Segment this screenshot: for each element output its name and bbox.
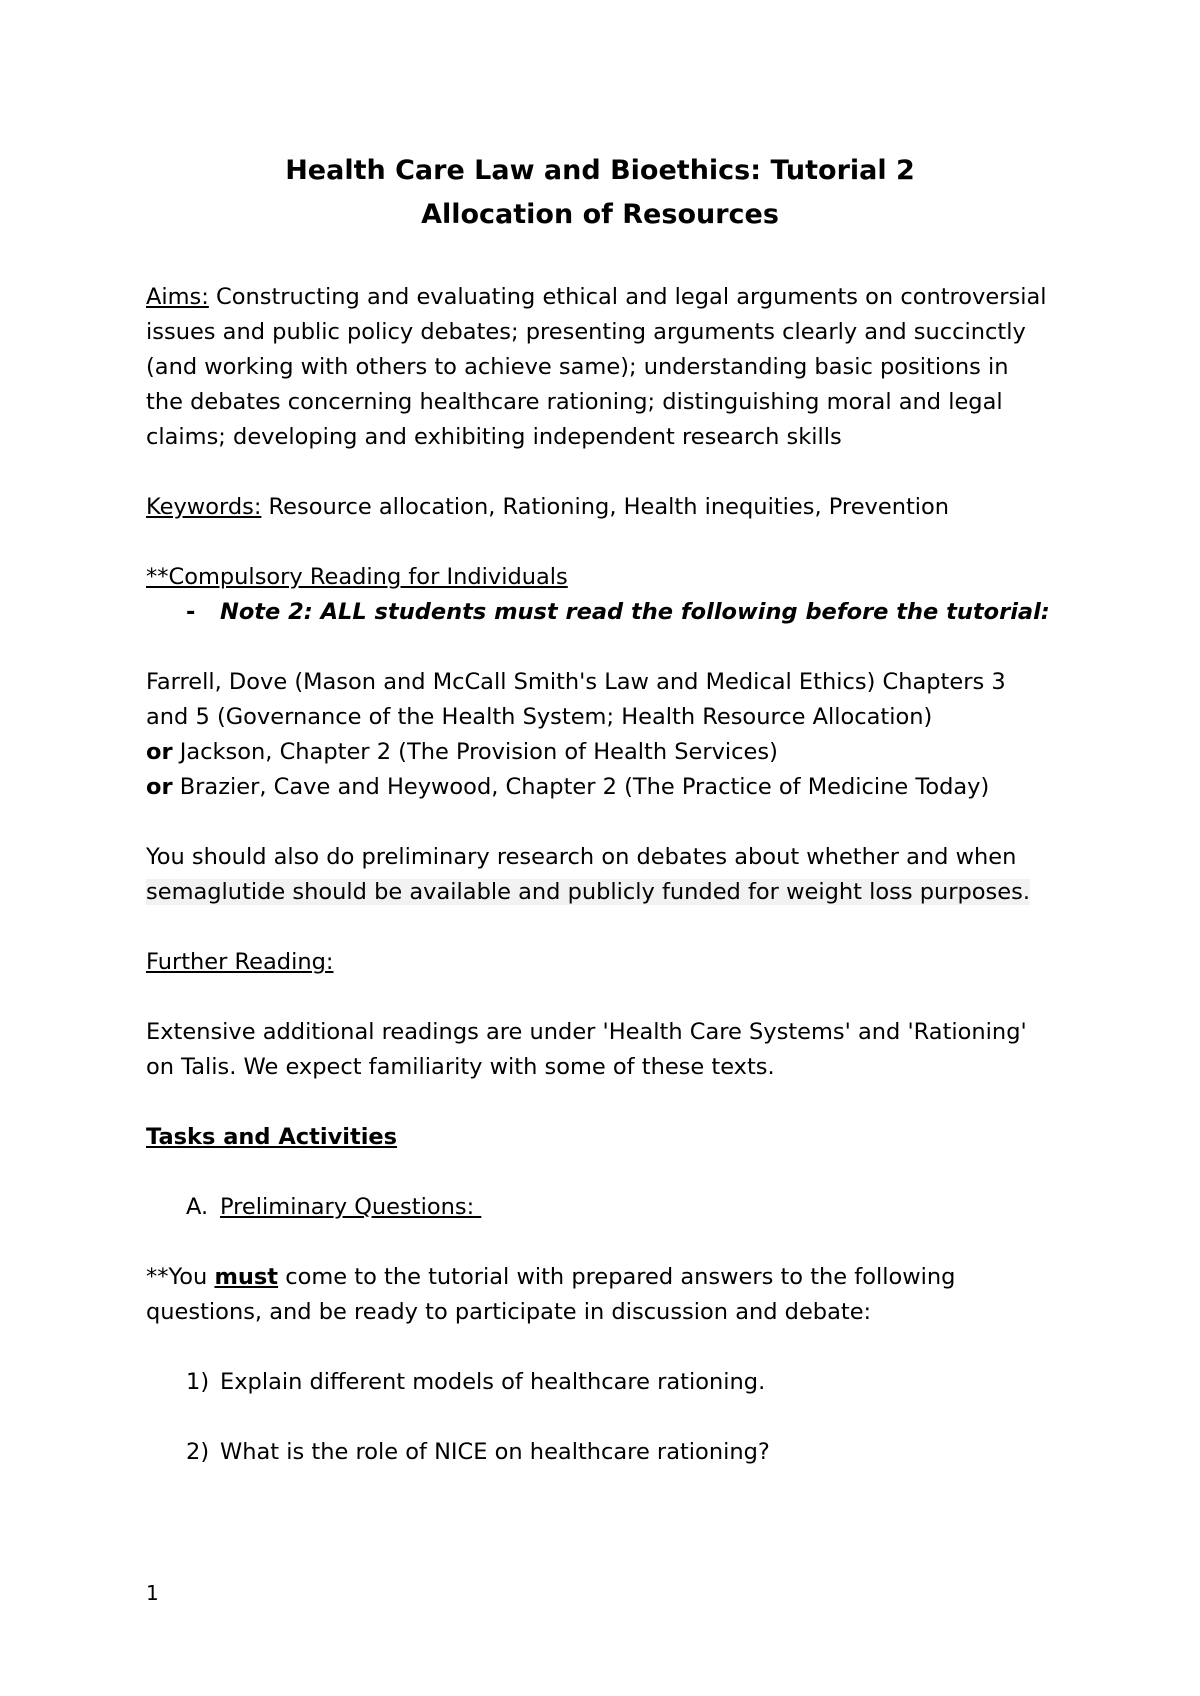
- intro-rest: come to the tutorial with prepared answers to the following: [278, 1264, 956, 1290]
- compulsory-reading-note: Note 2: ALL students must read the following before the tutorial:: [220, 599, 1050, 625]
- readings-section: [146, 665, 1076, 805]
- aims-text-line: the debates concerning healthcare rationing; distinguishing moral and legal: [146, 389, 1003, 415]
- aims-text-line: Constructing and evaluating ethical and legal arguments on controversial: [208, 284, 1047, 310]
- document-subtitle: Allocation of Resources: [421, 199, 779, 230]
- keywords-label: Keywords:: [146, 494, 262, 520]
- or-label: or: [146, 774, 173, 800]
- intro-prefix: **You: [146, 1264, 215, 1290]
- keywords-text: Resource allocation, Rationing, Health inequities, Prevention: [261, 494, 950, 520]
- aims-label: Aims:: [146, 284, 209, 310]
- intro-must: must: [214, 1264, 279, 1290]
- question-marker: 2): [186, 1439, 210, 1465]
- intro-line: questions, and be ready to participate in discussion and debate:: [146, 1299, 872, 1325]
- bullet-dash: -: [186, 599, 196, 625]
- tasks-section: [146, 1120, 1076, 1155]
- compulsory-reading-section: [146, 560, 1076, 595]
- preliminary-research-section: [146, 840, 1076, 910]
- reading-line: Farrell, Dove (Mason and McCall Smith's Law and Medical Ethics) Chapters 3: [146, 669, 1006, 695]
- tasks-heading: Tasks and Activities: [146, 1124, 398, 1150]
- further-reading-text: [146, 1015, 1076, 1085]
- compulsory-reading-heading: **Compulsory Reading for Individuals: [146, 564, 568, 590]
- question-marker: 1): [186, 1369, 210, 1395]
- further-reading-line: on Talis. We expect familiarity with some of these texts.: [146, 1054, 775, 1080]
- preliminary-research-line: semaglutide should be available and publicly funded for weight loss purposes.: [146, 879, 1030, 905]
- further-reading-section: [146, 945, 1076, 980]
- preliminary-research-line: You should also do preliminary research on debates about whether and when: [146, 844, 1017, 870]
- question-text: Explain different models of healthcare rationing.: [220, 1369, 766, 1395]
- aims-text-line: claims; developing and exhibiting independent research skills: [146, 424, 842, 450]
- section-marker: A.: [186, 1194, 209, 1220]
- reading-line: and 5 (Governance of the Health System; Health Resource Allocation): [146, 704, 933, 730]
- or-label: or: [146, 739, 173, 765]
- further-reading-line: Extensive additional readings are under 'Health Care Systems' and 'Rationing': [146, 1019, 1027, 1045]
- question-text: What is the role of NICE on healthcare rationing?: [220, 1439, 770, 1465]
- page-number: 1: [146, 1581, 159, 1605]
- further-reading-heading: Further Reading:: [146, 949, 334, 975]
- document-title: Health Care Law and Bioethics: Tutorial 2: [285, 155, 915, 186]
- aims-text-line: issues and public policy debates; presenting arguments clearly and succinctly: [146, 319, 1026, 345]
- aims-text-line: (and working with others to achieve same); understanding basic positions in: [146, 354, 1009, 380]
- preliminary-questions-heading: Preliminary Questions:: [220, 1194, 482, 1220]
- reading-line: Brazier, Cave and Heywood, Chapter 2 (The Practice of Medicine Today): [172, 774, 990, 800]
- keywords-section: [146, 490, 1076, 525]
- aims-section: [146, 280, 1076, 455]
- reading-line: Jackson, Chapter 2 (The Provision of Health Services): [172, 739, 778, 765]
- tasks-intro: [146, 1260, 1076, 1330]
